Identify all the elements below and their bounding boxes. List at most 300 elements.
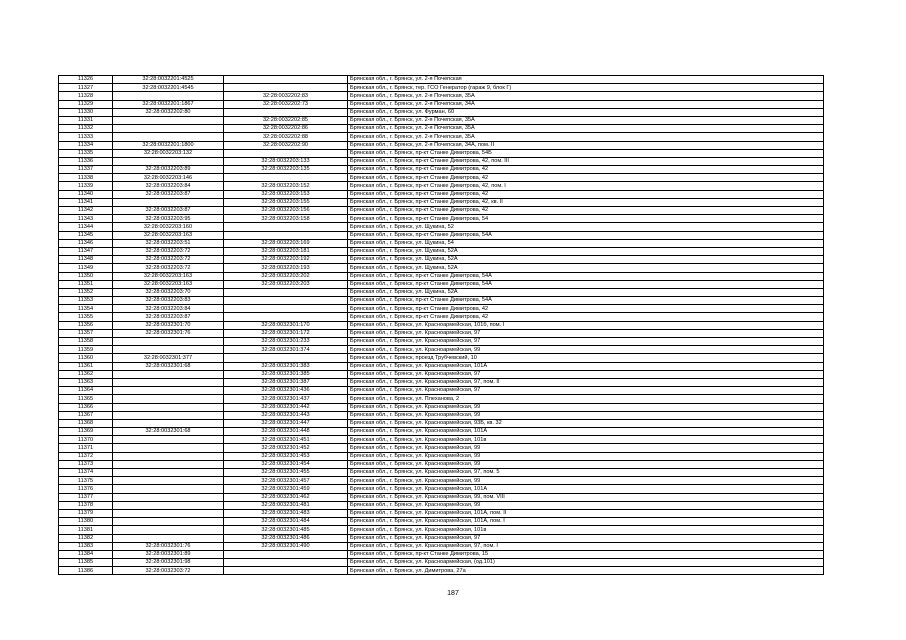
- row-number-cell: 11333: [59, 133, 113, 141]
- table-row: [59, 419, 824, 427]
- cadastral-number-cell: [113, 370, 224, 378]
- address-cell: Брянская обл., г. Брянск, ул. Щукина, 52А: [348, 288, 824, 296]
- row-number-cell: 11349: [59, 264, 113, 272]
- row-number-cell: 11368: [59, 419, 113, 427]
- parent-number-cell: [224, 297, 348, 305]
- parent-number-cell: [224, 550, 348, 558]
- address-cell: Брянская обл., г. Брянск, пр-кт Станке Димитрова, 42: [348, 313, 824, 321]
- cadastral-number-cell: 32:28:0032301:377: [113, 354, 224, 362]
- row-number-cell: 11344: [59, 223, 113, 231]
- table-row: [59, 501, 824, 509]
- parent-number-cell: 32:28:0032203:133: [224, 157, 348, 165]
- cadastral-number-cell: [113, 198, 224, 206]
- address-cell: Брянская обл., г. Брянск, ул. Щукина, 52А: [348, 247, 824, 255]
- row-number-cell: 11365: [59, 395, 113, 403]
- address-cell: Брянская обл., г. Брянск, ул. Красноармейская, 99: [348, 460, 824, 468]
- table-row: [59, 411, 824, 419]
- parent-number-cell: 32:28:0032203:152: [224, 182, 348, 190]
- table-row: [59, 182, 824, 190]
- table-row: [59, 297, 824, 305]
- row-number-cell: 11367: [59, 411, 113, 419]
- parent-number-cell: 32:28:0032203:203: [224, 280, 348, 288]
- parent-number-cell: 32:28:0032301:490: [224, 542, 348, 550]
- row-number-cell: 11374: [59, 469, 113, 477]
- parent-number-cell: 32:28:0032301:374: [224, 346, 348, 354]
- address-cell: Брянская обл., г. Брянск, ул. Красноармейская, 93Б, кв. 32: [348, 419, 824, 427]
- parent-number-cell: [224, 149, 348, 157]
- cadastral-number-cell: 32:28:0032203:146: [113, 174, 224, 182]
- cadastral-number-cell: 32:28:0032203:163: [113, 231, 224, 239]
- parent-number-cell: [224, 313, 348, 321]
- parent-number-cell: 32:28:0032203:193: [224, 264, 348, 272]
- row-number-cell: 11362: [59, 370, 113, 378]
- address-cell: Брянская обл., г. Брянск, пр-кт Станке Димитрова, 54А: [348, 297, 824, 305]
- cadastral-number-cell: 32:28:0032203:95: [113, 215, 224, 223]
- cadastral-number-cell: 32:28:0032203:132: [113, 149, 224, 157]
- address-cell: Брянская обл., г. Брянск, ул. Красноармейская, 97, пом. 5: [348, 469, 824, 477]
- parent-number-cell: [224, 174, 348, 182]
- parent-number-cell: 32:28:0032301:453: [224, 452, 348, 460]
- table-row: [59, 485, 824, 493]
- address-cell: Брянская обл., г. Брянск, пр-кт Станке Димитрова, 42: [348, 166, 824, 174]
- table-row: [59, 509, 824, 517]
- address-cell: Брянская обл., г. Брянск, пр-кт Станке Димитрова, 54А: [348, 280, 824, 288]
- row-number-cell: 11373: [59, 460, 113, 468]
- address-cell: Брянская обл., г. Брянск, ул. Красноармейская, 101б, пом. I: [348, 321, 824, 329]
- parent-number-cell: 32:28:0032301:462: [224, 493, 348, 501]
- row-number-cell: 11382: [59, 534, 113, 542]
- row-number-cell: 11339: [59, 182, 113, 190]
- row-number-cell: 11353: [59, 297, 113, 305]
- cadastral-number-cell: 32:28:0032301:76: [113, 542, 224, 550]
- parent-number-cell: [224, 84, 348, 92]
- row-number-cell: 11370: [59, 436, 113, 444]
- table-row: [59, 116, 824, 124]
- address-cell: Брянская обл., г. Брянск, ул. 2-я Почепская, 34А: [348, 100, 824, 108]
- parent-number-cell: [224, 354, 348, 362]
- table-row: [59, 92, 824, 100]
- address-cell: Брянская обл., г. Брянск, пр-кт Станке Димитрова, 42, пом. III: [348, 157, 824, 165]
- table-row: [59, 108, 824, 116]
- parent-number-cell: [224, 231, 348, 239]
- row-number-cell: 11347: [59, 247, 113, 255]
- cadastral-number-cell: 32:28:0032203:163: [113, 272, 224, 280]
- parent-number-cell: 32:28:0032301:442: [224, 403, 348, 411]
- cadastral-number-cell: 32:28:0032203:87: [113, 190, 224, 198]
- parent-number-cell: [224, 567, 348, 575]
- address-cell: Брянская обл., г. Брянск, ул. Красноармейская, 97: [348, 387, 824, 395]
- row-number-cell: 11342: [59, 207, 113, 215]
- parent-number-cell: 32:28:0032301:387: [224, 378, 348, 386]
- row-number-cell: 11352: [59, 288, 113, 296]
- row-number-cell: 11384: [59, 550, 113, 558]
- table-row: [59, 403, 824, 411]
- cadastral-number-cell: [113, 395, 224, 403]
- table-row: [59, 338, 824, 346]
- parent-number-cell: 32:28:0032301:455: [224, 469, 348, 477]
- row-number-cell: 11338: [59, 174, 113, 182]
- row-number-cell: 11360: [59, 354, 113, 362]
- parent-number-cell: 32:28:0032301:170: [224, 321, 348, 329]
- address-cell: Брянская обл., г. Брянск, ул. 2-я Почепская, 35А: [348, 125, 824, 133]
- address-cell: Брянская обл., г. Брянск, ул. 2-я Почепская, 35А: [348, 133, 824, 141]
- table-row: [59, 321, 824, 329]
- parent-number-cell: 32:28:0032301:385: [224, 370, 348, 378]
- parent-number-cell: 32:28:0032202:85: [224, 116, 348, 124]
- address-cell: Брянская обл., г. Брянск, пр-кт Станке Димитрова, 42, пом. I: [348, 182, 824, 190]
- address-cell: Брянская обл., г. Брянск, пр-кт Станке Димитрова, 15: [348, 550, 824, 558]
- cadastral-number-cell: [113, 403, 224, 411]
- table-row: [59, 378, 824, 386]
- parent-number-cell: [224, 288, 348, 296]
- table-row: [59, 477, 824, 485]
- parent-number-cell: 32:28:0032301:459: [224, 485, 348, 493]
- address-cell: Брянская обл., г. Брянск, ул. Красноармейская, 99: [348, 501, 824, 509]
- address-cell: Брянская обл., г. Брянск, ул. Красноармейская, 97, пом. I: [348, 542, 824, 550]
- table-row: [59, 141, 824, 149]
- parent-number-cell: 32:28:0032301:486: [224, 534, 348, 542]
- cadastral-number-cell: 32:28:0032303:72: [113, 567, 224, 575]
- parent-number-cell: 32:28:0032301:172: [224, 329, 348, 337]
- table-row: [59, 493, 824, 501]
- address-cell: Брянская обл., г. Брянск, ул. 2-я Почепская, 35А: [348, 116, 824, 124]
- parent-number-cell: 32:28:0032301:447: [224, 419, 348, 427]
- address-cell: Брянская обл., г. Брянск, ул. Красноармейская, 101А: [348, 485, 824, 493]
- table-row: [59, 100, 824, 108]
- parent-number-cell: 32:28:0032202:73: [224, 100, 348, 108]
- table-row: [59, 362, 824, 370]
- row-number-cell: 11328: [59, 92, 113, 100]
- parent-number-cell: [224, 223, 348, 231]
- row-number-cell: 11331: [59, 116, 113, 124]
- address-cell: Брянская обл., г. Брянск, ул. Красноармейская, 99: [348, 477, 824, 485]
- parent-number-cell: 32:28:0032301:448: [224, 428, 348, 436]
- address-cell: Брянская обл., г. Брянск, ул. 2-я Почепская: [348, 76, 824, 84]
- parent-number-cell: 32:28:0032203:155: [224, 198, 348, 206]
- table-row: [59, 288, 824, 296]
- table-row: [59, 395, 824, 403]
- parent-number-cell: 32:28:0032203:202: [224, 272, 348, 280]
- address-cell: Брянская обл., г. Брянск, ул. Красноармейская, 99: [348, 411, 824, 419]
- row-number-cell: 11385: [59, 559, 113, 567]
- row-number-cell: 11340: [59, 190, 113, 198]
- parent-number-cell: 32:28:0032301:436: [224, 387, 348, 395]
- address-cell: Брянская обл., г. Брянск, ул. Красноармейская, 99: [348, 452, 824, 460]
- table-row: [59, 444, 824, 452]
- cadastral-number-cell: 32:28:0032203:83: [113, 297, 224, 305]
- parent-number-cell: 32:28:0032301:484: [224, 518, 348, 526]
- row-number-cell: 11332: [59, 125, 113, 133]
- cadastral-number-cell: [113, 157, 224, 165]
- address-cell: Брянская обл., г. Брянск, ул. Красноармейская, 101А: [348, 428, 824, 436]
- address-cell: Брянская обл., г. Брянск, пр-кт Станке Димитрова, 42: [348, 174, 824, 182]
- row-number-cell: 11376: [59, 485, 113, 493]
- row-number-cell: 11343: [59, 215, 113, 223]
- table-row: [59, 387, 824, 395]
- address-cell: Брянская обл., г. Брянск, тер. ГСО Генератор (гараж 9, блок Г): [348, 84, 824, 92]
- cadastral-number-cell: 32:28:0032301:98: [113, 559, 224, 567]
- table-row: [59, 280, 824, 288]
- address-cell: Брянская обл., г. Брянск, ул. Красноармейская, 97: [348, 534, 824, 542]
- address-cell: Брянская обл., г. Брянск, ул. 2-я Почепская, 35А: [348, 92, 824, 100]
- cadastral-number-cell: [113, 92, 224, 100]
- address-cell: Брянская обл., г. Брянск, ул. Красноармейская, 97, пом. II: [348, 378, 824, 386]
- cadastral-number-cell: [113, 419, 224, 427]
- parent-number-cell: [224, 305, 348, 313]
- table-row: [59, 329, 824, 337]
- cadastral-number-cell: [113, 469, 224, 477]
- table-row: [59, 247, 824, 255]
- cadastral-number-cell: 32:28:0032203:72: [113, 256, 224, 264]
- parent-number-cell: 32:28:0032203:158: [224, 215, 348, 223]
- cadastral-number-cell: 32:28:0032203:72: [113, 264, 224, 272]
- address-cell: Брянская обл., г. Брянск, пр-кт Станке Димитрова, 42: [348, 207, 824, 215]
- table-row: [59, 313, 824, 321]
- cadastral-number-cell: 32:28:0032203:160: [113, 223, 224, 231]
- table-row: [59, 272, 824, 280]
- address-cell: Брянская обл., г. Брянск, ул. Щукина, 52А: [348, 256, 824, 264]
- table-row: [59, 428, 824, 436]
- table-row: [59, 174, 824, 182]
- cadastral-number-cell: [113, 534, 224, 542]
- cadastral-number-cell: [113, 444, 224, 452]
- table-row: [59, 215, 824, 223]
- address-cell: Брянская обл., г. Брянск, ул. Красноармейская, 99: [348, 403, 824, 411]
- parent-number-cell: 32:28:0032301:485: [224, 526, 348, 534]
- cadastral-number-cell: [113, 346, 224, 354]
- parent-number-cell: 32:28:0032202:86: [224, 125, 348, 133]
- row-number-cell: 11326: [59, 76, 113, 84]
- parent-number-cell: 32:28:0032301:443: [224, 411, 348, 419]
- row-number-cell: 11345: [59, 231, 113, 239]
- row-number-cell: 11372: [59, 452, 113, 460]
- table-row: [59, 223, 824, 231]
- cadastral-number-cell: [113, 460, 224, 468]
- table-row: [59, 559, 824, 567]
- row-number-cell: 11363: [59, 378, 113, 386]
- table-row: [59, 567, 824, 575]
- row-number-cell: 11383: [59, 542, 113, 550]
- parent-number-cell: 32:28:0032301:454: [224, 460, 348, 468]
- table-row: [59, 346, 824, 354]
- row-number-cell: 11364: [59, 387, 113, 395]
- parent-number-cell: 32:28:0032301:451: [224, 436, 348, 444]
- address-cell: Брянская обл., г. Брянск, пр-кт Станке Димитрова, 54А: [348, 272, 824, 280]
- address-cell: Брянская обл., г. Брянск, ул. Красноармейская, (од.101): [348, 559, 824, 567]
- parent-number-cell: 32:28:0032203:135: [224, 166, 348, 174]
- address-cell: Брянская обл., г. Брянск, ул. Красноармейская, 101А, пом. I: [348, 518, 824, 526]
- address-cell: Брянская обл., г. Брянск, пр-кт Станке Димитрова, 54Б: [348, 149, 824, 157]
- table-row: [59, 452, 824, 460]
- cadastral-number-cell: [113, 378, 224, 386]
- parent-number-cell: 32:28:0032301:483: [224, 509, 348, 517]
- cadastral-number-cell: [113, 436, 224, 444]
- table-row: [59, 436, 824, 444]
- table-row: [59, 264, 824, 272]
- row-number-cell: 11380: [59, 518, 113, 526]
- parent-number-cell: [224, 108, 348, 116]
- table-row: [59, 231, 824, 239]
- cadastral-number-cell: 32:28:0032301:68: [113, 362, 224, 370]
- address-cell: Брянская обл., г. Брянск, ул. Щукина, 54: [348, 239, 824, 247]
- cadastral-number-cell: 32:28:0032203:84: [113, 305, 224, 313]
- address-cell: Брянская обл., г. Брянск, ул. Красноармейская, 101в: [348, 526, 824, 534]
- parent-number-cell: 32:28:0032202:90: [224, 141, 348, 149]
- cadastral-number-cell: [113, 518, 224, 526]
- cadastral-number-cell: [113, 125, 224, 133]
- row-number-cell: 11346: [59, 239, 113, 247]
- parent-number-cell: 32:28:0032301:457: [224, 477, 348, 485]
- cadastral-number-cell: [113, 526, 224, 534]
- address-cell: Брянская обл., г. Брянск, ул. Красноармейская, 101А: [348, 362, 824, 370]
- cadastral-number-cell: 32:28:0032203:87: [113, 313, 224, 321]
- table-row: [59, 526, 824, 534]
- row-number-cell: 11329: [59, 100, 113, 108]
- parent-number-cell: 32:28:0032203:156: [224, 207, 348, 215]
- cadastral-number-cell: [113, 485, 224, 493]
- row-number-cell: 11341: [59, 198, 113, 206]
- row-number-cell: 11375: [59, 477, 113, 485]
- row-number-cell: 11377: [59, 493, 113, 501]
- cadastral-number-cell: 32:28:0032201:1800: [113, 141, 224, 149]
- row-number-cell: 11379: [59, 509, 113, 517]
- address-cell: Брянская обл., г. Брянск, ул. 2-я Почепская, 34А, пом. II: [348, 141, 824, 149]
- table-row: [59, 207, 824, 215]
- table-row: [59, 166, 824, 174]
- row-number-cell: 11354: [59, 305, 113, 313]
- cadastral-number-cell: [113, 338, 224, 346]
- cadastral-number-cell: 32:28:0032203:72: [113, 247, 224, 255]
- parent-number-cell: 32:28:0032301:437: [224, 395, 348, 403]
- cadastral-number-cell: 32:28:0032203:89: [113, 166, 224, 174]
- table-row: [59, 460, 824, 468]
- row-number-cell: 11337: [59, 166, 113, 174]
- address-cell: Брянская обл., г. Брянск, ул. Красноармейская, 97: [348, 329, 824, 337]
- table-row: [59, 198, 824, 206]
- address-cell: Брянская обл., г. Брянск, пр-кт Станке Димитрова, 54А: [348, 231, 824, 239]
- table-row: [59, 550, 824, 558]
- parent-number-cell: [224, 76, 348, 84]
- table-row: [59, 518, 824, 526]
- address-cell: Брянская обл., г. Брянск, пр-кт Станке Димитрова, 54: [348, 215, 824, 223]
- address-cell: Брянская обл., г. Брянск, ул. Красноармейская, 99: [348, 346, 824, 354]
- parent-number-cell: 32:28:0032202:88: [224, 133, 348, 141]
- row-number-cell: 11350: [59, 272, 113, 280]
- parent-number-cell: 32:28:0032203:169: [224, 239, 348, 247]
- cadastral-number-cell: [113, 133, 224, 141]
- table-row: [59, 133, 824, 141]
- register-table: [58, 75, 824, 575]
- table-row: [59, 190, 824, 198]
- cadastral-number-cell: [113, 477, 224, 485]
- parent-number-cell: 32:28:0032301:481: [224, 501, 348, 509]
- table-row: [59, 84, 824, 92]
- address-cell: Брянская обл., г. Брянск, пр-кт Станке Димитрова, 42: [348, 190, 824, 198]
- parent-number-cell: 32:28:0032301:233: [224, 338, 348, 346]
- row-number-cell: 11357: [59, 329, 113, 337]
- parent-number-cell: 32:28:0032203:181: [224, 247, 348, 255]
- cadastral-number-cell: 32:28:0032301:76: [113, 329, 224, 337]
- table-row: [59, 157, 824, 165]
- table-row: [59, 256, 824, 264]
- cadastral-number-cell: 32:28:0032203:87: [113, 207, 224, 215]
- row-number-cell: 11351: [59, 280, 113, 288]
- cadastral-number-cell: 32:28:0032203:70: [113, 288, 224, 296]
- row-number-cell: 11378: [59, 501, 113, 509]
- address-cell: Брянская обл., г. Брянск, ул. Щукина, 52: [348, 223, 824, 231]
- cadastral-number-cell: 32:28:0032203:163: [113, 280, 224, 288]
- row-number-cell: 11366: [59, 403, 113, 411]
- table-row: [59, 370, 824, 378]
- row-number-cell: 11348: [59, 256, 113, 264]
- cadastral-number-cell: 32:28:0032301:68: [113, 428, 224, 436]
- cadastral-number-cell: [113, 411, 224, 419]
- row-number-cell: 11356: [59, 321, 113, 329]
- table-row: [59, 76, 824, 84]
- address-cell: Брянская обл., г. Брянск, ул. Красноармейская, 101в: [348, 436, 824, 444]
- address-cell: Брянская обл., г. Брянск, пр-кт Станке Димитрова, 42: [348, 305, 824, 313]
- table-row: [59, 125, 824, 133]
- row-number-cell: 11358: [59, 338, 113, 346]
- table-row: [59, 305, 824, 313]
- address-cell: Брянская обл., г. Брянск, ул. Красноармейская, 97: [348, 338, 824, 346]
- parent-number-cell: 32:28:0032203:192: [224, 256, 348, 264]
- cadastral-number-cell: [113, 452, 224, 460]
- table-row: [59, 149, 824, 157]
- address-cell: Брянская обл., г. Брянск, ул. Красноармейская, 97: [348, 370, 824, 378]
- address-cell: Брянская обл., г. Брянск, ул. Димитрова, 27а: [348, 567, 824, 575]
- parent-number-cell: 32:28:0032203:153: [224, 190, 348, 198]
- cadastral-number-cell: [113, 501, 224, 509]
- row-number-cell: 11335: [59, 149, 113, 157]
- cadastral-number-cell: 32:28:0032201:4545: [113, 84, 224, 92]
- row-number-cell: 11355: [59, 313, 113, 321]
- register-table-body: [59, 76, 824, 575]
- cadastral-number-cell: 32:28:0032201:4525: [113, 76, 224, 84]
- parent-number-cell: [224, 559, 348, 567]
- address-cell: Брянская обл., г. Брянск, проезд Трубчевский, 10: [348, 354, 824, 362]
- table-row: [59, 534, 824, 542]
- address-cell: Брянская обл., г. Брянск, ул. Красноармейская, 101А, пом. II: [348, 509, 824, 517]
- address-cell: Брянская обл., г. Брянск, ул. Фурман, 60: [348, 108, 824, 116]
- address-cell: Брянская обл., г. Брянск, ул. Красноармейская, 99: [348, 444, 824, 452]
- address-cell: Брянская обл., г. Брянск, ул. Плеханова, 2: [348, 395, 824, 403]
- row-number-cell: 11330: [59, 108, 113, 116]
- parent-number-cell: 32:28:0032301:452: [224, 444, 348, 452]
- address-cell: Брянская обл., г. Брянск, ул. Щукина, 52А: [348, 264, 824, 272]
- row-number-cell: 11381: [59, 526, 113, 534]
- parent-number-cell: 32:28:0032301:383: [224, 362, 348, 370]
- table-row: [59, 542, 824, 550]
- parent-number-cell: 32:28:0032202:83: [224, 92, 348, 100]
- cadastral-number-cell: 32:28:0032301:70: [113, 321, 224, 329]
- row-number-cell: 11327: [59, 84, 113, 92]
- address-cell: Брянская обл., г. Брянск, ул. Красноармейская, 99, пом. VIII: [348, 493, 824, 501]
- cadastral-number-cell: [113, 509, 224, 517]
- cadastral-number-cell: 32:28:0032203:51: [113, 239, 224, 247]
- table-row: [59, 354, 824, 362]
- address-cell: Брянская обл., г. Брянск, пр-кт Станке Димитрова, 42, кв. II: [348, 198, 824, 206]
- row-number-cell: 11334: [59, 141, 113, 149]
- row-number-cell: 11359: [59, 346, 113, 354]
- cadastral-number-cell: 32:28:0032201:1867: [113, 100, 224, 108]
- cadastral-number-cell: [113, 387, 224, 395]
- table-row: [59, 239, 824, 247]
- row-number-cell: 11386: [59, 567, 113, 575]
- row-number-cell: 11369: [59, 428, 113, 436]
- page-number: 187: [447, 590, 459, 597]
- row-number-cell: 11361: [59, 362, 113, 370]
